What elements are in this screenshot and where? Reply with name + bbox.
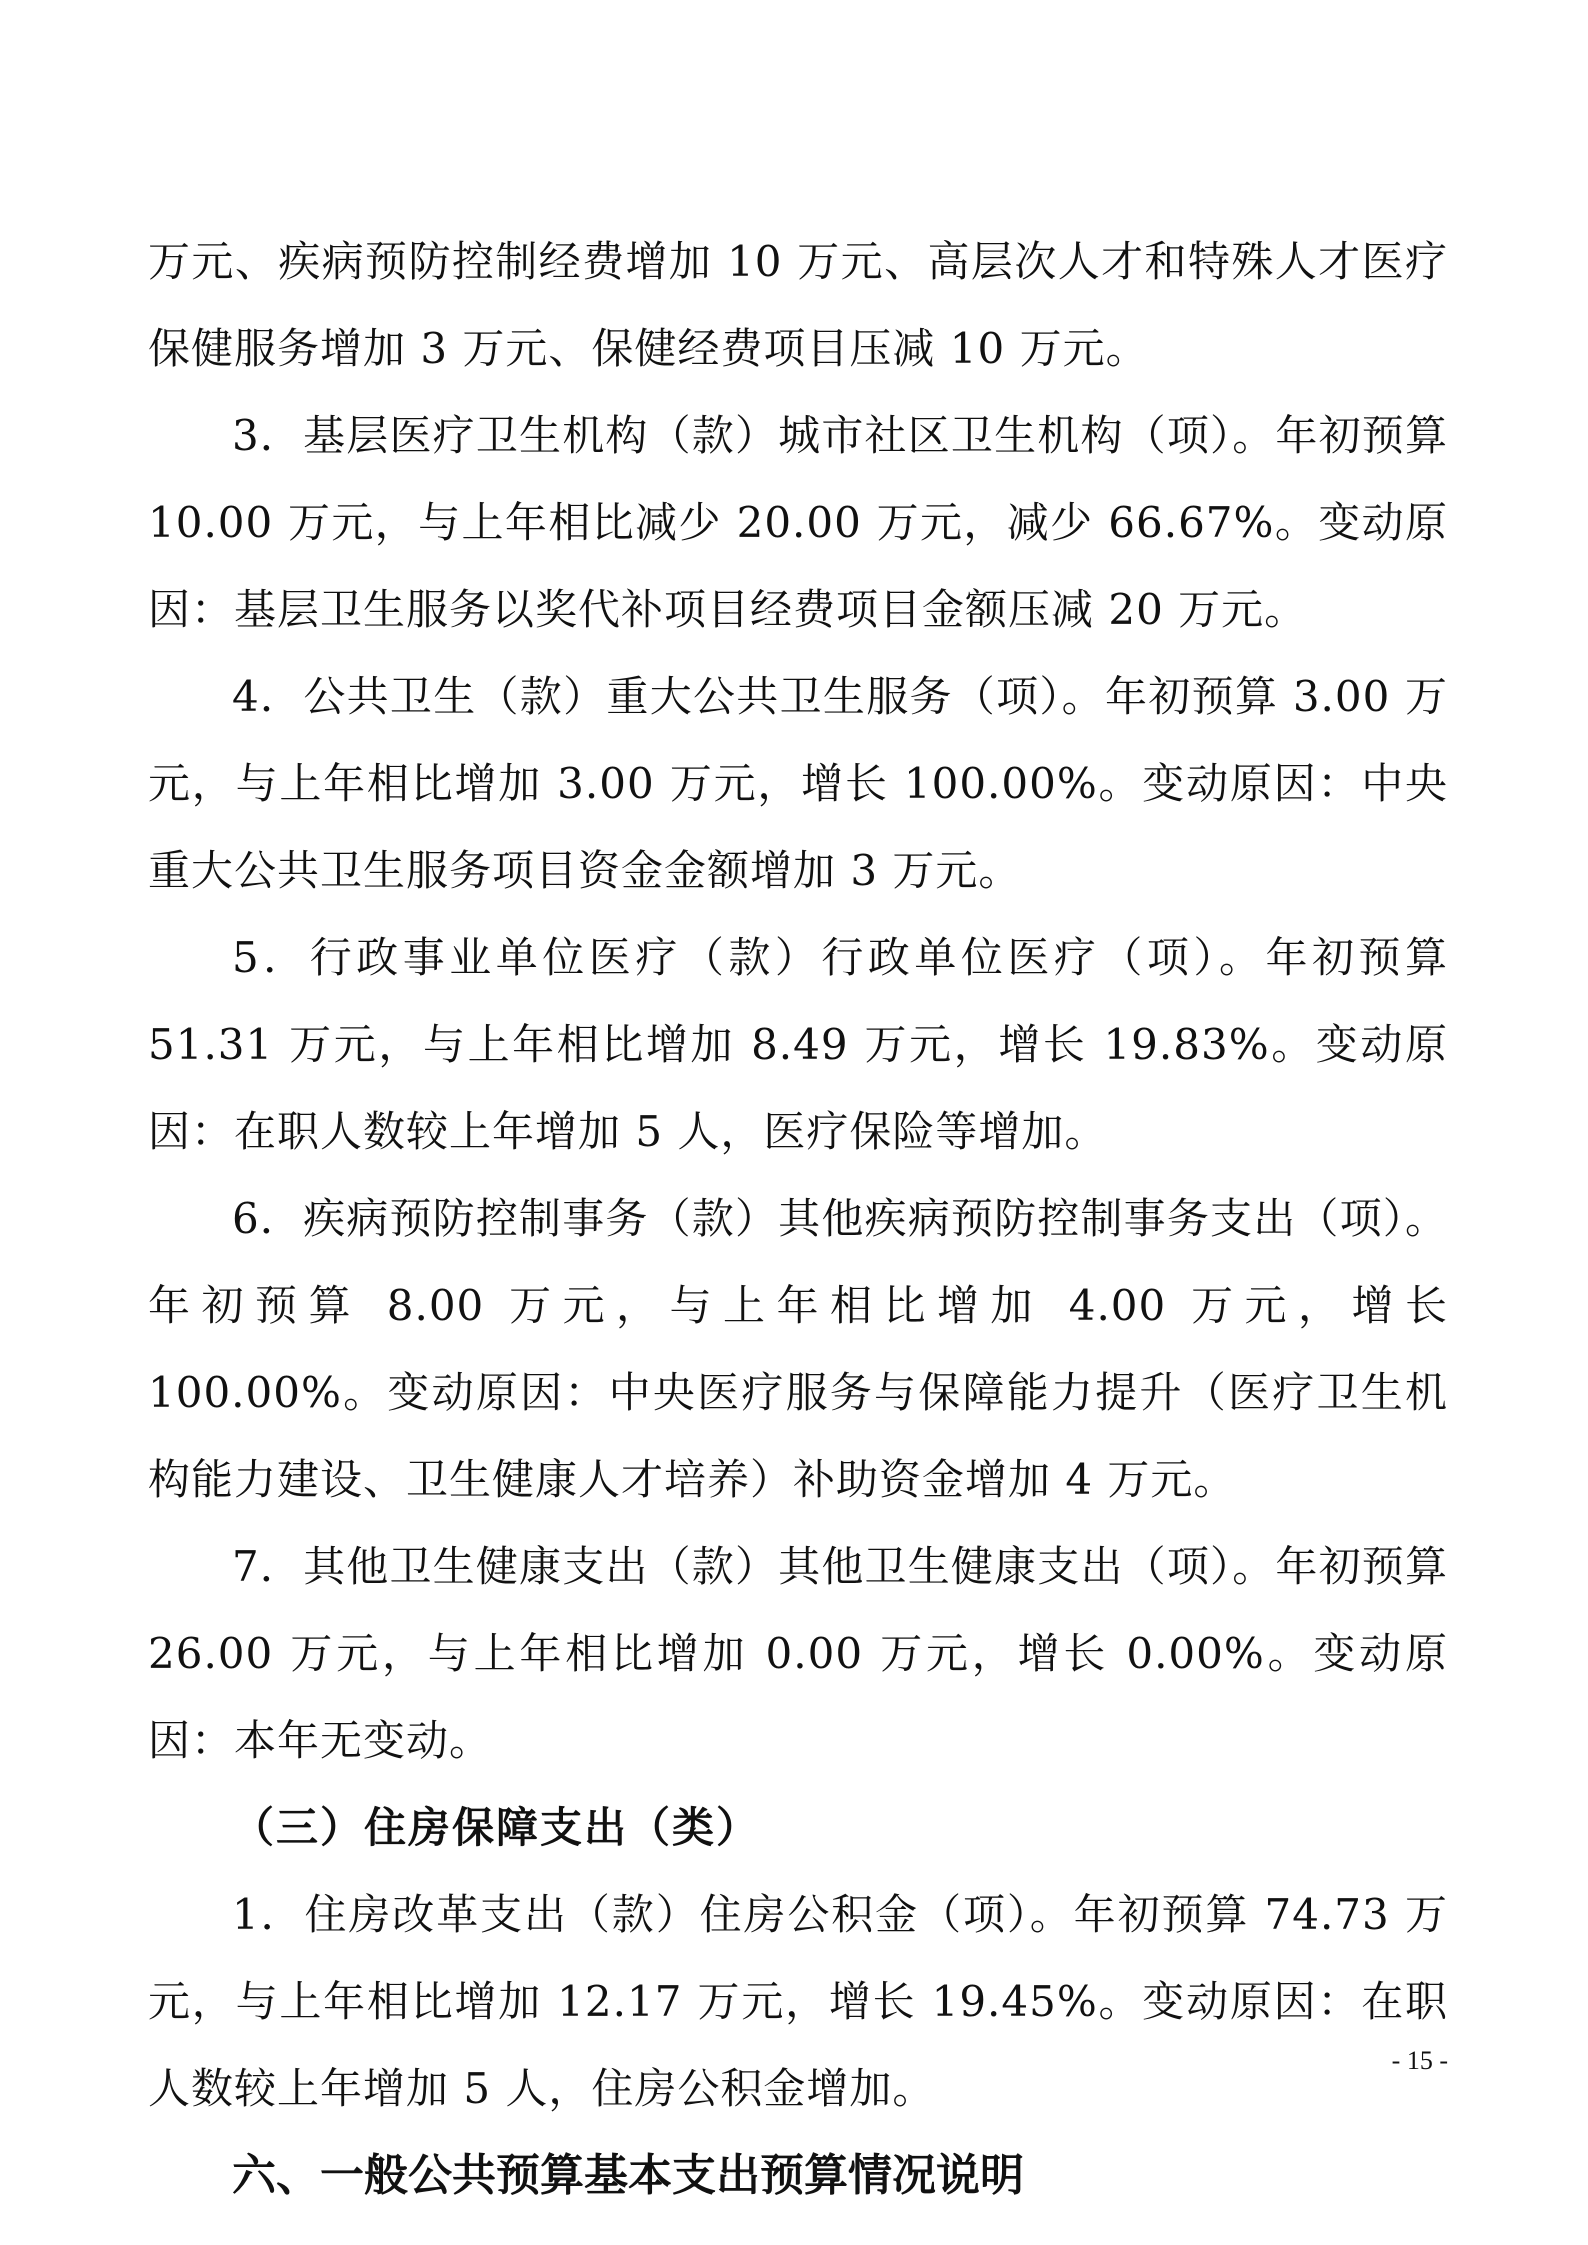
paragraph-item-5: 5．行政事业单位医疗（款）行政单位医疗（项）。年初预算 51.31 万元，与上年相比增加 8.49 万元，增长 19.83%。变动原因：在职人数较上年增加 5 人，医疗保险等增加。 (148, 933, 1448, 1156)
page-number: - 15 - (1391, 2046, 1448, 2075)
paragraph-item-6: 6．疾病预防控制事务（款）其他疾病预防控制事务支出（项）。年初预算 8.00 万元，与上年相比增加 4.00 万元，增长 100.00%。变动原因：中央医疗服务与保障能力提升（医疗卫生机构能力建设、卫生健康人才培养）补助资金增加 4 万元。 (148, 1194, 1448, 1504)
paragraph-item-4: 4．公共卫生（款）重大公共卫生服务（项）。年初预算 3.00 万元，与上年相比增加 3.00 万元，增长 100.00%。变动原因：中央重大公共卫生服务项目资金金额增加 3 万元。 (148, 672, 1448, 895)
document-page (148, 218, 1448, 2219)
paragraph-item-7: 7．其他卫生健康支出（款）其他卫生健康支出（项）。年初预算 26.00 万元，与上年相比增加 0.00 万元，增长 0.00%。变动原因：本年无变动。 (148, 1542, 1448, 1765)
paragraph-item-3: 3．基层医疗卫生机构（款）城市社区卫生机构（项）。年初预算 10.00 万元，与上年相比减少 20.00 万元，减少 66.67%。变动原因：基层卫生服务以奖代补项目经费项目金额压减 20 万元。 (148, 411, 1448, 634)
paragraph-continuation: 万元、疾病预防控制经费增加 10 万元、高层次人才和特殊人才医疗保健服务增加 3 万元、保健经费项目压减 10 万元。 (148, 237, 1448, 373)
section-heading: 六、一般公共预算基本支出预算情况说明 (232, 2150, 1024, 2201)
paragraph-housing-item-1: 1．住房改革支出（款）住房公积金（项）。年初预算 74.73 万元，与上年相比增加 12.17 万元，增长 19.45%。变动原因：在职人数较上年增加 5 人，住房公积金增加。 (148, 1890, 1448, 2113)
subheading-housing: （三）住房保障支出（类） (232, 1803, 761, 1852)
